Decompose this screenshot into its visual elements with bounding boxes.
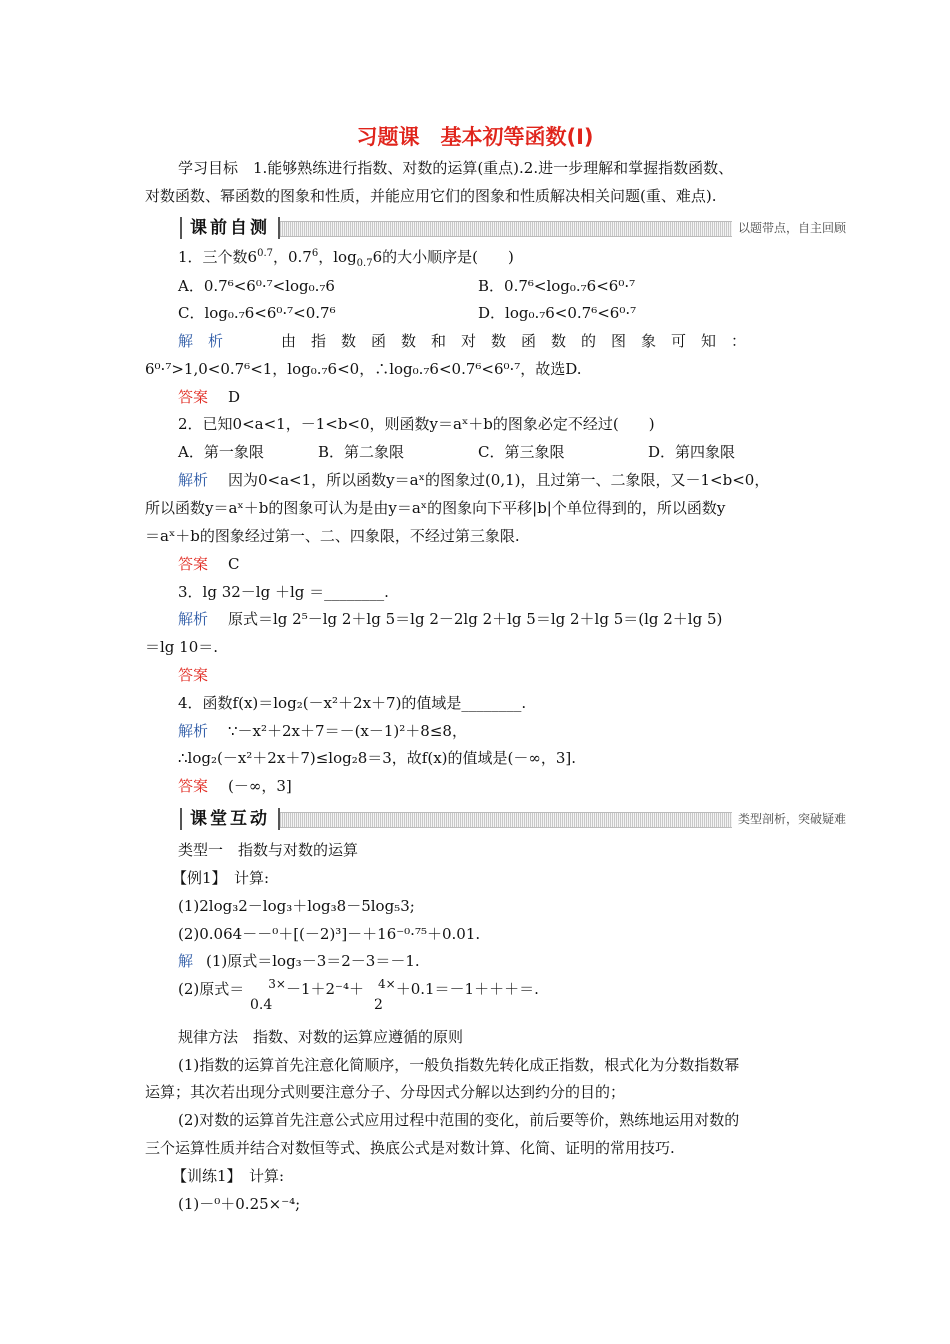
question-4-stem: 4．函数f(x)＝log₂(－x²＋2x＋7)的值域是________. <box>178 694 527 712</box>
banner-label: 课前自测 <box>180 217 280 239</box>
section-banner-class-interaction <box>180 808 846 830</box>
question-2-option-d: D．第四象限 <box>648 443 736 461</box>
banner-note: 类型剖析，突破疑难 <box>732 810 846 828</box>
question-1-analysis-line-2: 6⁰·⁷>1,0<0.7⁶<1，log₀.₇6<0，∴log₀.₇6<0.7⁶<6⁰·⁷，故选D. <box>145 360 582 378</box>
learning-goal-line-1: 学习目标 1.能够熟练进行指数、对数的运算(重点).2.进一步理解和掌握指数函数、 <box>178 159 734 177</box>
question-2-analysis-line-1: 因为0<a<1，所以函数y＝aˣ的图象过(0,1)，且过第一、二象限，又－1<b<0， <box>228 471 770 489</box>
question-3-analysis-line-1: 原式＝lg 2⁵－lg 2＋lg 5＝lg 2－2lg 2＋lg 5＝lg 2＋lg 5＝(lg 2＋lg 5) <box>228 610 723 628</box>
question-2-answer-label: 答案 <box>178 555 209 573</box>
type-1-heading: 类型一 指数与对数的运算 <box>178 841 359 859</box>
question-4-analysis-line-1: ∵－x²＋2x＋7＝－(x－1)²＋8≤8， <box>228 722 467 740</box>
question-3-stem: 3．lg 32－lg ＋lg ＝________. <box>178 583 389 601</box>
question-1-option-a: A．0.7⁶<6⁰·⁷<log₀.₇6 <box>178 277 335 295</box>
banner-note: 以题带点，自主回顾 <box>732 219 846 237</box>
question-4-answer-label: 答案 <box>178 777 209 795</box>
training-1-part-1: (1)－⁰＋0.25×⁻⁴; <box>178 1195 301 1213</box>
question-1-option-d: D．log₀.₇6<0.7⁶<6⁰·⁷ <box>478 304 637 322</box>
solution-part-2-denominator-b: 2 <box>374 997 383 1013</box>
example-1-label: 【例1】 计算: <box>172 869 270 887</box>
question-2-analysis-line-2: 所以函数y＝aˣ＋b的图象可认为是由y＝aˣ的图象向下平移|b|个单位得到的，所以函数y <box>145 499 726 517</box>
question-4-analysis-label: 解析 <box>178 722 209 740</box>
question-1-option-b: B．0.7⁶<log₀.₇6<6⁰·⁷ <box>478 277 636 295</box>
solution-label: 解 <box>178 952 194 970</box>
question-2-option-a: A．第一象限 <box>178 443 264 461</box>
solution-part-1: (1)原式＝log₃－3＝2－3＝－1. <box>206 952 420 970</box>
question-1-option-c: C．log₀.₇6<6⁰·⁷<0.7⁶ <box>178 304 336 322</box>
question-1-analysis-text: 由 指 数 函 数 和 对 数 函 数 的 图 象 可 知 ： <box>281 332 747 350</box>
rule-1-line-1: (1)指数的运算首先注意化简顺序，一般负指数先转化成正指数，根式化为分数指数幂 <box>178 1056 740 1074</box>
example-1-part-2: (2)0.064－－⁰＋[(－2)³]－＋16⁻⁰·⁷⁵＋0.01. <box>178 925 481 943</box>
question-1-analysis-label: 解 析 <box>178 332 224 350</box>
question-1-stem: 1．三个数$6^{0.7}$，$0.7^6$，$\log_{0.7}6$的大小顺序是( ) <box>178 248 514 269</box>
question-2-option-c: C．第三象限 <box>478 443 565 461</box>
rule-2-line-2: 三个运算性质并结合对数恒等式、换底公式是对数计算、化简、证明的常用技巧. <box>145 1139 675 1157</box>
question-2-answer-value: C <box>228 555 240 573</box>
question-2-analysis-line-3: ＝aˣ＋b的图象经过第一、二、四象限，不经过第三象限. <box>145 527 520 545</box>
solution-part-2-denominator-a: 0.4 <box>250 997 273 1013</box>
section-banner-pre-test <box>180 217 846 239</box>
question-3-answer-label: 答案 <box>178 666 209 684</box>
rule-2-line-1: (2)对数的运算首先注意公式应用过程中范围的变化，前后要等价，熟练地运用对数的 <box>178 1111 740 1129</box>
question-4-answer-value: (－∞，3] <box>228 777 292 795</box>
training-1-label: 【训练1】 计算: <box>172 1167 285 1185</box>
example-1-part-1: (1)2log₃2－log₃＋log₃8－5log₅3; <box>178 897 415 915</box>
rule-title: 规律方法 指数、对数的运算应遵循的原则 <box>178 1028 464 1046</box>
question-1-answer-value: D <box>228 388 241 406</box>
question-4-analysis-line-2: ∴log₂(－x²＋2x＋7)≤log₂8＝3，故f(x)的值域是(－∞，3]. <box>178 749 577 767</box>
question-1-answer-label: 答案 <box>178 388 209 406</box>
solution-part-2: (2)原式＝ $^{3\times}$－1＋2⁻⁴＋ $^{4\times}$＋0.1＝－1＋＋＋＝. <box>178 977 539 998</box>
page-title: 习题课 基本初等函数(Ⅰ) <box>356 125 594 149</box>
question-2-analysis-label: 解析 <box>178 471 209 489</box>
learning-goal-line-2: 对数函数、幂函数的图象和性质，并能应用它们的图象和性质解决相关问题(重、难点). <box>145 187 717 205</box>
question-3-analysis-line-2: ＝lg 10＝. <box>145 638 219 656</box>
banner-label: 课堂互动 <box>180 808 280 830</box>
rule-1-line-2: 运算；其次若出现分式则要注意分子、分母因式分解以达到约分的目的； <box>145 1083 626 1101</box>
question-3-analysis-label: 解析 <box>178 610 209 628</box>
question-2-option-b: B．第二象限 <box>318 443 405 461</box>
question-2-stem: 2．已知0<a<1，－1<b<0，则函数y＝aˣ＋b的图象必定不经过( ) <box>178 415 655 433</box>
